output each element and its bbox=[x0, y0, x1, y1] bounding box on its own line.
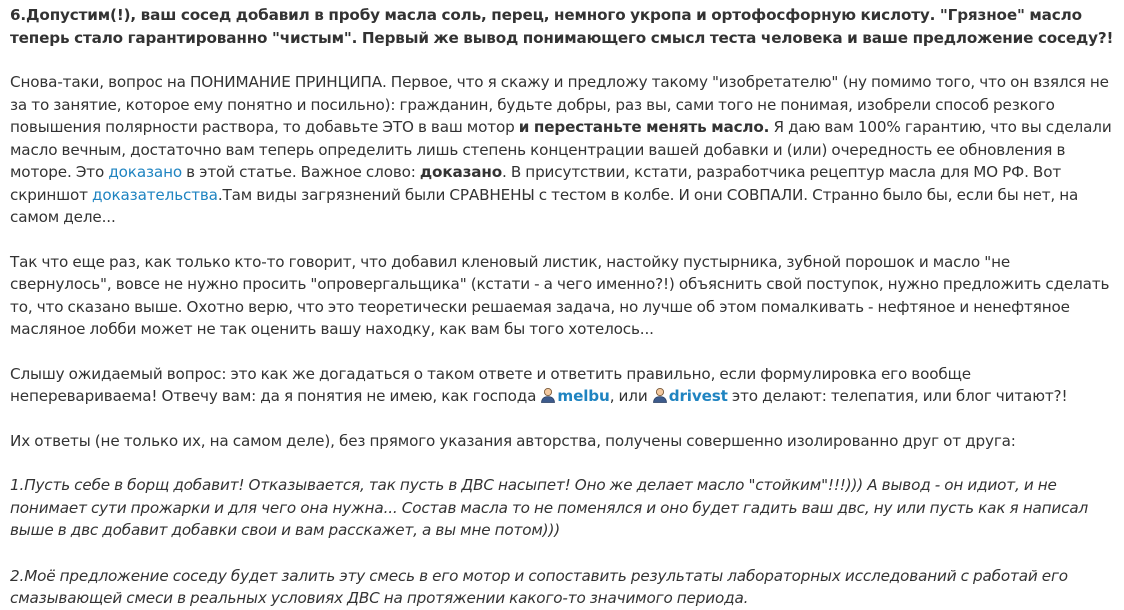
answer-text-4: . В присутствии, кстати, разработчика рецептур масла для МО РФ. Вот скриншот bbox=[10, 163, 1062, 204]
answers-intro-text: Их ответы (не только их, на самом деле), без прямого указания авторства, получены совершенно изолированно друг от друга: bbox=[10, 431, 1016, 450]
user-profile-icon bbox=[540, 387, 556, 403]
conclusion-text: Так что еще раз, как только кто-то говорит, что добавил кленовый листик, настойку пустырника, зубной порошок и масло "не свернулось", вовсе не нужно просить "опровергальщика" (кстати - а чего именно?!) объяснить свой поступок, нужно предложить сделать то, что сказано выше. Охотно верю, что это теоретически решаемая задача, но лучше об этом помалкивать - нефтяное и ненефтяное масляное лобби может не так оценить вашу находку, как вам бы того хотелось... bbox=[10, 252, 1110, 338]
question-paragraph bbox=[10, 4, 1114, 49]
reader-answer-2 bbox=[10, 565, 1114, 610]
expected-question-text-2: , или bbox=[609, 387, 652, 405]
expected-question-text-3: это делают: телепатия, или блог читают?! bbox=[727, 387, 1068, 405]
emphasis-stop-changing-oil: и перестаньте менять масло. bbox=[518, 118, 770, 136]
user-mention-melbu[interactable] bbox=[540, 387, 609, 405]
proven-link[interactable]: доказано bbox=[108, 163, 182, 181]
username-melbu: melbu bbox=[557, 387, 610, 405]
answer-text-1: Снова-таки, вопрос на ПОНИМАНИЕ ПРИНЦИПА. Первое, что я скажу и предложу такому "изобретателю" (ну помимо того, что он взялся не за то занятие, которое ему понятно и посильно): гражданин, будьте добры, раз вы, сами того не понимая, изобрели способ резкого повышения полярности раствора, то добавьте ЭТО в ваш мотор bbox=[10, 73, 1109, 136]
answer-text-3: в этой статье. Важное слово: bbox=[182, 163, 420, 181]
answer-text-5: .Там виды загрязнений были СРАВНЕНЫ с тестом в колбе. И они СОВПАЛИ. Странно было бы, если бы нет, на самом деле... bbox=[10, 185, 1079, 226]
answer-text-2: Я даю вам 100% гарантию, что вы сделали масло вечным, достаточно вам теперь определить лишь степень концентрации вашей добавки и (или) очередность ее обновления в моторе. Это bbox=[10, 118, 1112, 181]
user-profile-icon bbox=[652, 387, 668, 403]
answers-intro-paragraph bbox=[10, 430, 1114, 453]
question-text: 6.Допустим(!), ваш сосед добавил в пробу масла соль, перец, немного укропа и ортофосфорную кислоту. "Грязное" масло теперь стало гарантированно "чистым". Первый же вывод понимающего смысл теста человека и ваше предложение соседу?! bbox=[10, 6, 1114, 47]
expected-question-paragraph bbox=[10, 363, 1114, 408]
reader-answer-1 bbox=[10, 474, 1114, 542]
proof-link[interactable]: доказательства bbox=[91, 185, 218, 204]
user-mention-drivest[interactable] bbox=[652, 387, 728, 405]
reader-answer-2-text: 2.Моё предложение соседу будет залить эту смесь в его мотор и сопоставить результаты лабораторных исследований с работай его смазывающей смеси в реальных условиях ДВС на протяжении какого-то значимого периода. bbox=[10, 566, 1068, 607]
answer-paragraph bbox=[10, 71, 1114, 229]
reader-answer-1-text: 1.Пусть себе в борщ добавит! Отказывается, так пусть в ДВС насыпет! Оно же делает масло "стойким"!!!))) А вывод - он идиот, и не понимает сути прожарки и для чего она нужна... Состав масла то не поменялся и оно будет гадить ваш двс, ну или пусть как я написал выше в двс добавит добавки свои и вам расскажет, а вы мне потом))) bbox=[10, 476, 1089, 539]
emphasis-proven: доказано bbox=[419, 163, 502, 181]
conclusion-paragraph bbox=[10, 251, 1114, 341]
username-drivest: drivest bbox=[668, 387, 728, 405]
expected-question-text-1: Слышу ожидаемый вопрос: это как же догадаться о таком ответе и ответить правильно, если формулировка его вообще неперевариваема! Отвечу вам: да я понятия не имею, как господа bbox=[10, 364, 971, 405]
